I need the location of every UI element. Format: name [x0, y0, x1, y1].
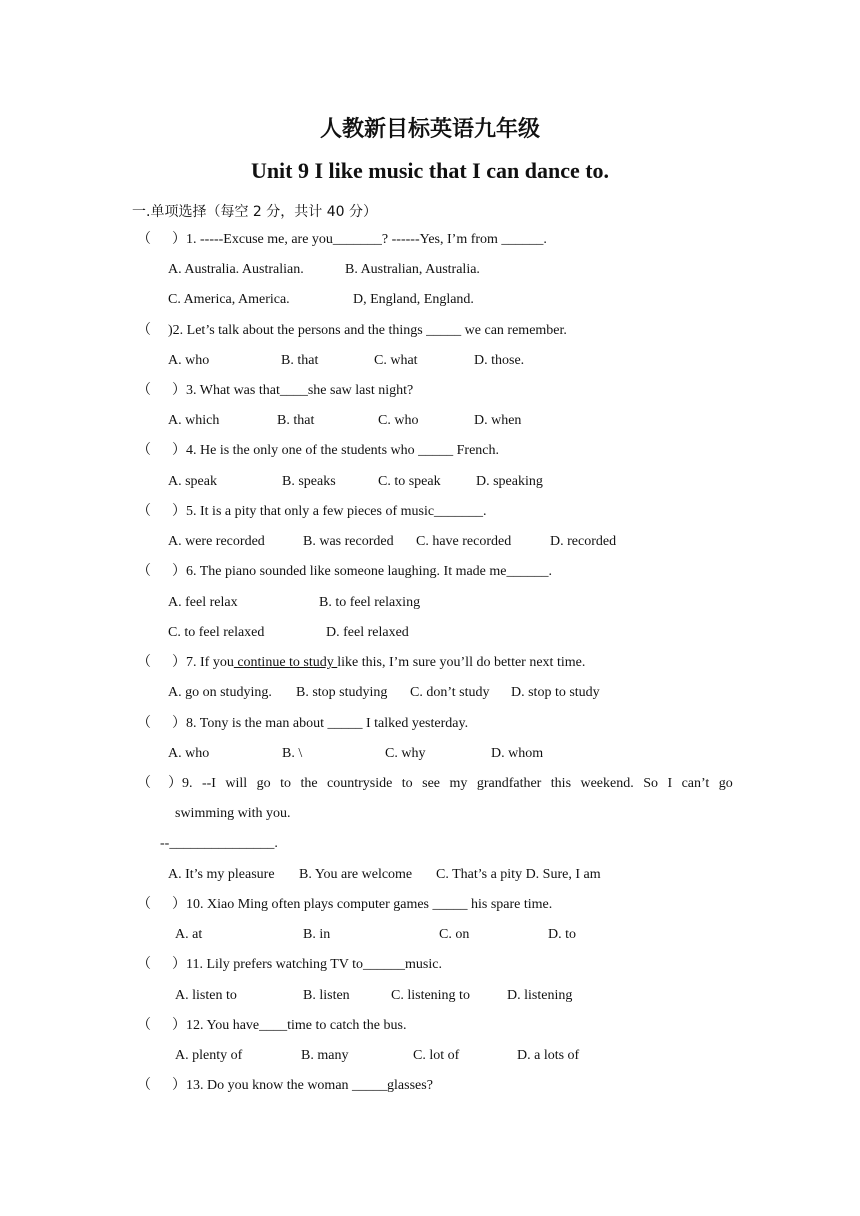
q6-option-a: A. feel relax — [168, 595, 238, 610]
q7-text-end: like this, I’m sure you’ll do better next time. — [337, 655, 586, 670]
q2-option-a: A. who — [168, 353, 210, 368]
q7-option-c: C. don’t study — [410, 685, 490, 700]
question-10: ）10. Xiao Ming often plays computer games _____ his spare time. — [172, 897, 553, 912]
q7-underlined-phrase: continue to study — [233, 655, 338, 670]
answer-paren: （ — [137, 776, 151, 791]
q9-option-b: B. You are welcome — [299, 867, 413, 882]
q11-option-b: B. listen — [303, 988, 350, 1003]
q9-word: to — [280, 776, 291, 791]
q6-option-c: C. to feel relaxed — [168, 625, 265, 640]
q3-option-c: C. who — [378, 413, 419, 428]
question-2: )2. Let’s talk about the persons and the things _____ we can remember. — [168, 323, 567, 338]
q9-word: see — [422, 776, 441, 791]
answer-paren: （ — [137, 383, 151, 398]
q10-option-a: A. at — [175, 927, 203, 942]
q8-option-c: C. why — [385, 746, 426, 761]
q10-option-c: C. on — [439, 927, 470, 942]
question-5: ）5. It is a pity that only a few pieces of music_______. — [172, 504, 487, 519]
answer-paren: （ — [137, 232, 151, 247]
section-heading: 一.单项选择（每空 2 分，共计 40 分） — [132, 204, 377, 220]
q3-option-d: D. when — [474, 413, 522, 428]
q7-option-b: B. stop studying — [296, 685, 388, 700]
q9-word: --I — [201, 776, 216, 791]
q1-option-b: B. Australian, Australia. — [345, 262, 480, 277]
question-13: ）13. Do you know the woman _____glasses? — [172, 1078, 433, 1093]
q2-option-c: C. what — [374, 353, 418, 368]
answer-paren: （ — [137, 897, 151, 912]
q9-word: will — [225, 776, 248, 791]
q3-option-b: B. that — [277, 413, 315, 428]
question-9-reply: --_______________. — [160, 836, 278, 851]
q9-word: ）9. — [168, 776, 193, 791]
q4-option-b: B. speaks — [282, 474, 336, 489]
q4-option-a: A. speak — [168, 474, 217, 489]
answer-paren: （ — [137, 655, 151, 670]
q9-word: my — [449, 776, 468, 791]
question-1: ）1. -----Excuse me, are you_______? ------Yes, I’m from ______. — [172, 232, 547, 247]
q8-option-b: B. \ — [282, 746, 303, 761]
q4-option-d: D. speaking — [476, 474, 543, 489]
document-title-chinese: 人教新目标英语九年级 — [319, 117, 540, 142]
q5-option-b: B. was recorded — [303, 534, 394, 549]
q8-option-a: A. who — [168, 746, 210, 761]
question-6: ）6. The piano sounded like someone laughing. It made me______. — [172, 564, 553, 579]
q9-option-a: A. It’s my pleasure — [168, 867, 275, 882]
answer-paren: （ — [137, 504, 151, 519]
q5-option-c: C. have recorded — [416, 534, 512, 549]
q9-word: this — [550, 776, 572, 791]
q3-option-a: A. which — [168, 413, 220, 428]
answer-paren: （ — [137, 957, 151, 972]
q12-option-b: B. many — [301, 1048, 349, 1063]
q9-word: weekend. — [580, 776, 634, 791]
q9-word: So — [643, 776, 658, 791]
q12-option-d: D. a lots of — [517, 1048, 580, 1063]
answer-paren: （ — [137, 564, 151, 579]
answer-paren: （ — [137, 716, 151, 731]
q9-word: grandfather — [476, 776, 542, 791]
q6-option-d: D. feel relaxed — [326, 625, 409, 640]
q7-option-a: A. go on studying. — [168, 685, 272, 700]
answer-paren: （ — [137, 1078, 151, 1093]
q8-option-d: D. whom — [491, 746, 544, 761]
q5-option-d: D. recorded — [550, 534, 617, 549]
answer-paren: （ — [137, 443, 151, 458]
question-11: ）11. Lily prefers watching TV to______music. — [172, 957, 442, 972]
q5-option-a: A. were recorded — [168, 534, 265, 549]
q9-word: go — [256, 776, 271, 791]
question-12: ）12. You have____time to catch the bus. — [172, 1018, 407, 1033]
question-8: ）8. Tony is the man about _____ I talked yesterday. — [172, 716, 469, 731]
q9-option-c-d: C. That’s a pity D. Sure, I am — [436, 867, 601, 882]
q11-option-a: A. listen to — [175, 988, 237, 1003]
q12-option-c: C. lot of — [413, 1048, 460, 1063]
q9-word: the — [300, 776, 318, 791]
question-7 — [172, 654, 585, 672]
q10-option-d: D. to — [548, 927, 576, 942]
q2-option-d: D. those. — [474, 353, 525, 368]
document-title-english: Unit 9 I like music that I can dance to. — [250, 158, 610, 183]
question-9-line-1 — [168, 775, 733, 793]
question-4: ）4. He is the only one of the students who _____ French. — [172, 443, 500, 458]
question-9-line-2: swimming with you. — [175, 806, 291, 821]
q6-option-b: B. to feel relaxing — [319, 595, 421, 610]
q9-word: can’t — [681, 776, 710, 791]
q9-word: countryside — [327, 776, 393, 791]
q7-option-d: D. stop to study — [511, 685, 600, 700]
answer-paren: （ — [137, 1018, 151, 1033]
q11-option-d: D. listening — [507, 988, 573, 1003]
q9-word: I — [667, 776, 673, 791]
q11-option-c: C. listening to — [391, 988, 470, 1003]
q9-word: to — [401, 776, 413, 791]
q10-option-b: B. in — [303, 927, 331, 942]
q9-word: go — [718, 776, 733, 791]
question-3: ）3. What was that____she saw last night? — [172, 383, 414, 398]
q12-option-a: A. plenty of — [175, 1048, 243, 1063]
q7-text-start: ）7. If you — [172, 655, 234, 670]
q1-option-c: C. America, America. — [168, 292, 290, 307]
q2-option-b: B. that — [281, 353, 319, 368]
q1-option-a: A. Australia. Australian. — [168, 262, 304, 277]
q1-option-d: D, England, England. — [353, 292, 474, 307]
answer-paren: （ — [137, 323, 151, 338]
q4-option-c: C. to speak — [378, 474, 441, 489]
